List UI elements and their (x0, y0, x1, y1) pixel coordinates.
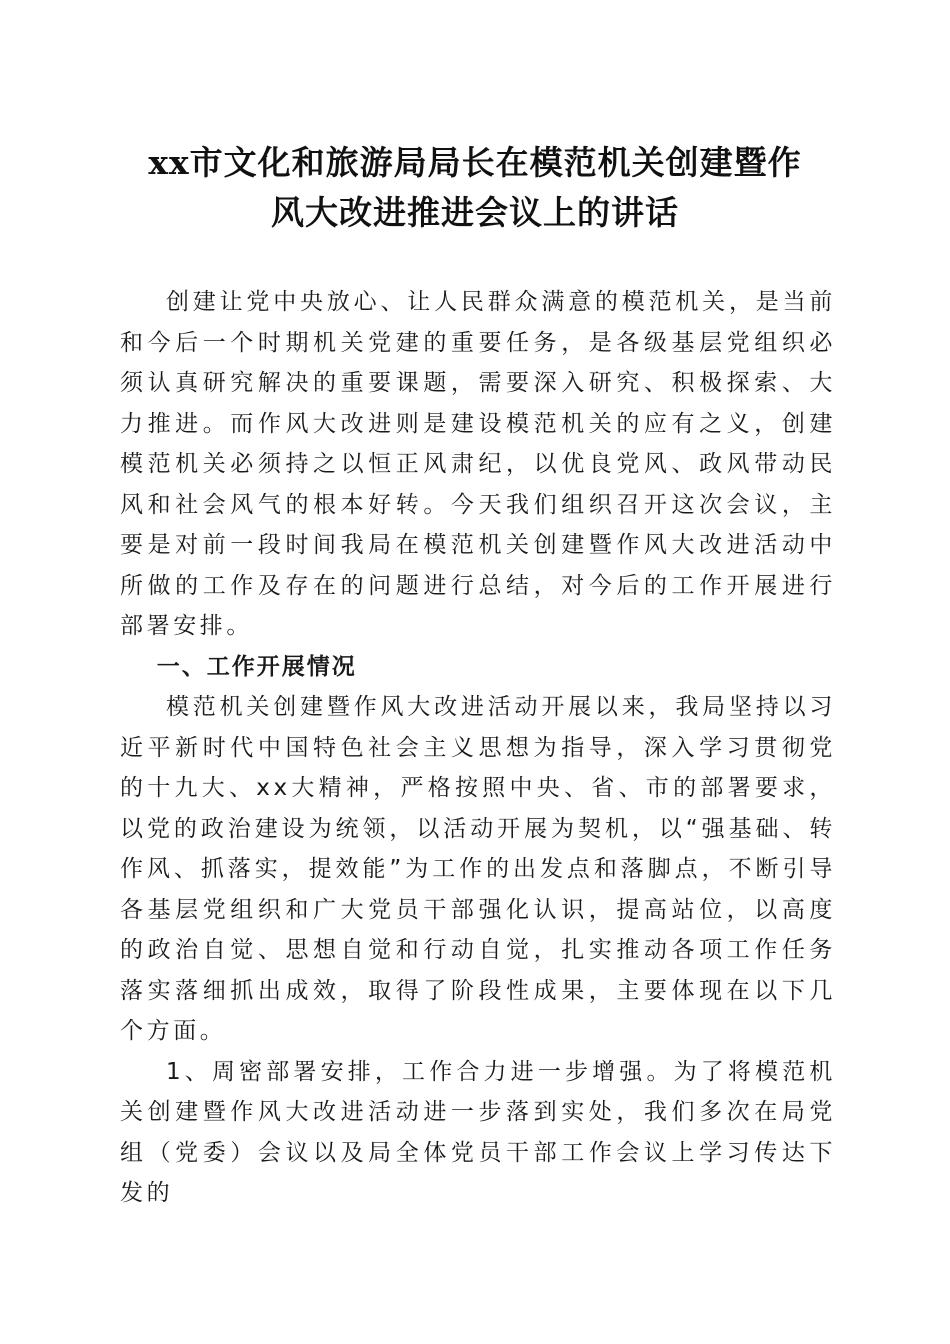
title-line-2: 风大改进推进会议上的讲话 (271, 193, 679, 232)
document-body (120, 282, 836, 1214)
paragraph-intro: 创建让党中央放心、让人民群众满意的模范机关，是当前和今后一个时期机关党建的重要任务，是各级基层党组织必须认真研究解决的重要课题，需要深入研究、积极探索、大力推进。而作风大改进则是建设模范机关的应有之义，创建模范机关必须持之以恒正风肃纪，以优良党风、政风带动民风和社会风气的根本好转。今天我们组织召开这次会议，主要是对前一段时间我局在模范机关创建暨作风大改进活动中所做的工作及存在的问题进行总结，对今后的工作开展进行部署安排。 (120, 289, 836, 639)
section-heading-work-progress: 一、工作开展情况 (156, 653, 357, 680)
document-title (100, 138, 850, 238)
paragraph-work-overview: 模范机关创建暨作风大改进活动开展以来，我局坚持以习近平新时代中国特色社会主义思想为指导，深入学习贯彻党的十九大、xx大精神，严格按照中央、省、市的部署要求，以党的政治建设为统领，以活动开展为契机，以“强基础、转作风、抓落实，提效能”为工作的出发点和落脚点，不断引导各基层党组织和广大党员干部强化认识，提高站位，以高度的政治自觉、思想自觉和行动自觉，扎实推动各项工作任务落实落细抓出成效，取得了阶段性成果，主要体现在以下几个方面。 (120, 694, 836, 1044)
title-line-1: xx市文化和旅游局局长在模范机关创建暨作 (148, 143, 802, 182)
paragraph-item-1: 1、周密部署安排，工作合力进一步增强。为了将模范机关创建暨作风大改进活动进一步落到实处，我们多次在局党组（党委）会议以及局全体党员干部工作会议上学习传达下发的 (120, 1058, 836, 1206)
